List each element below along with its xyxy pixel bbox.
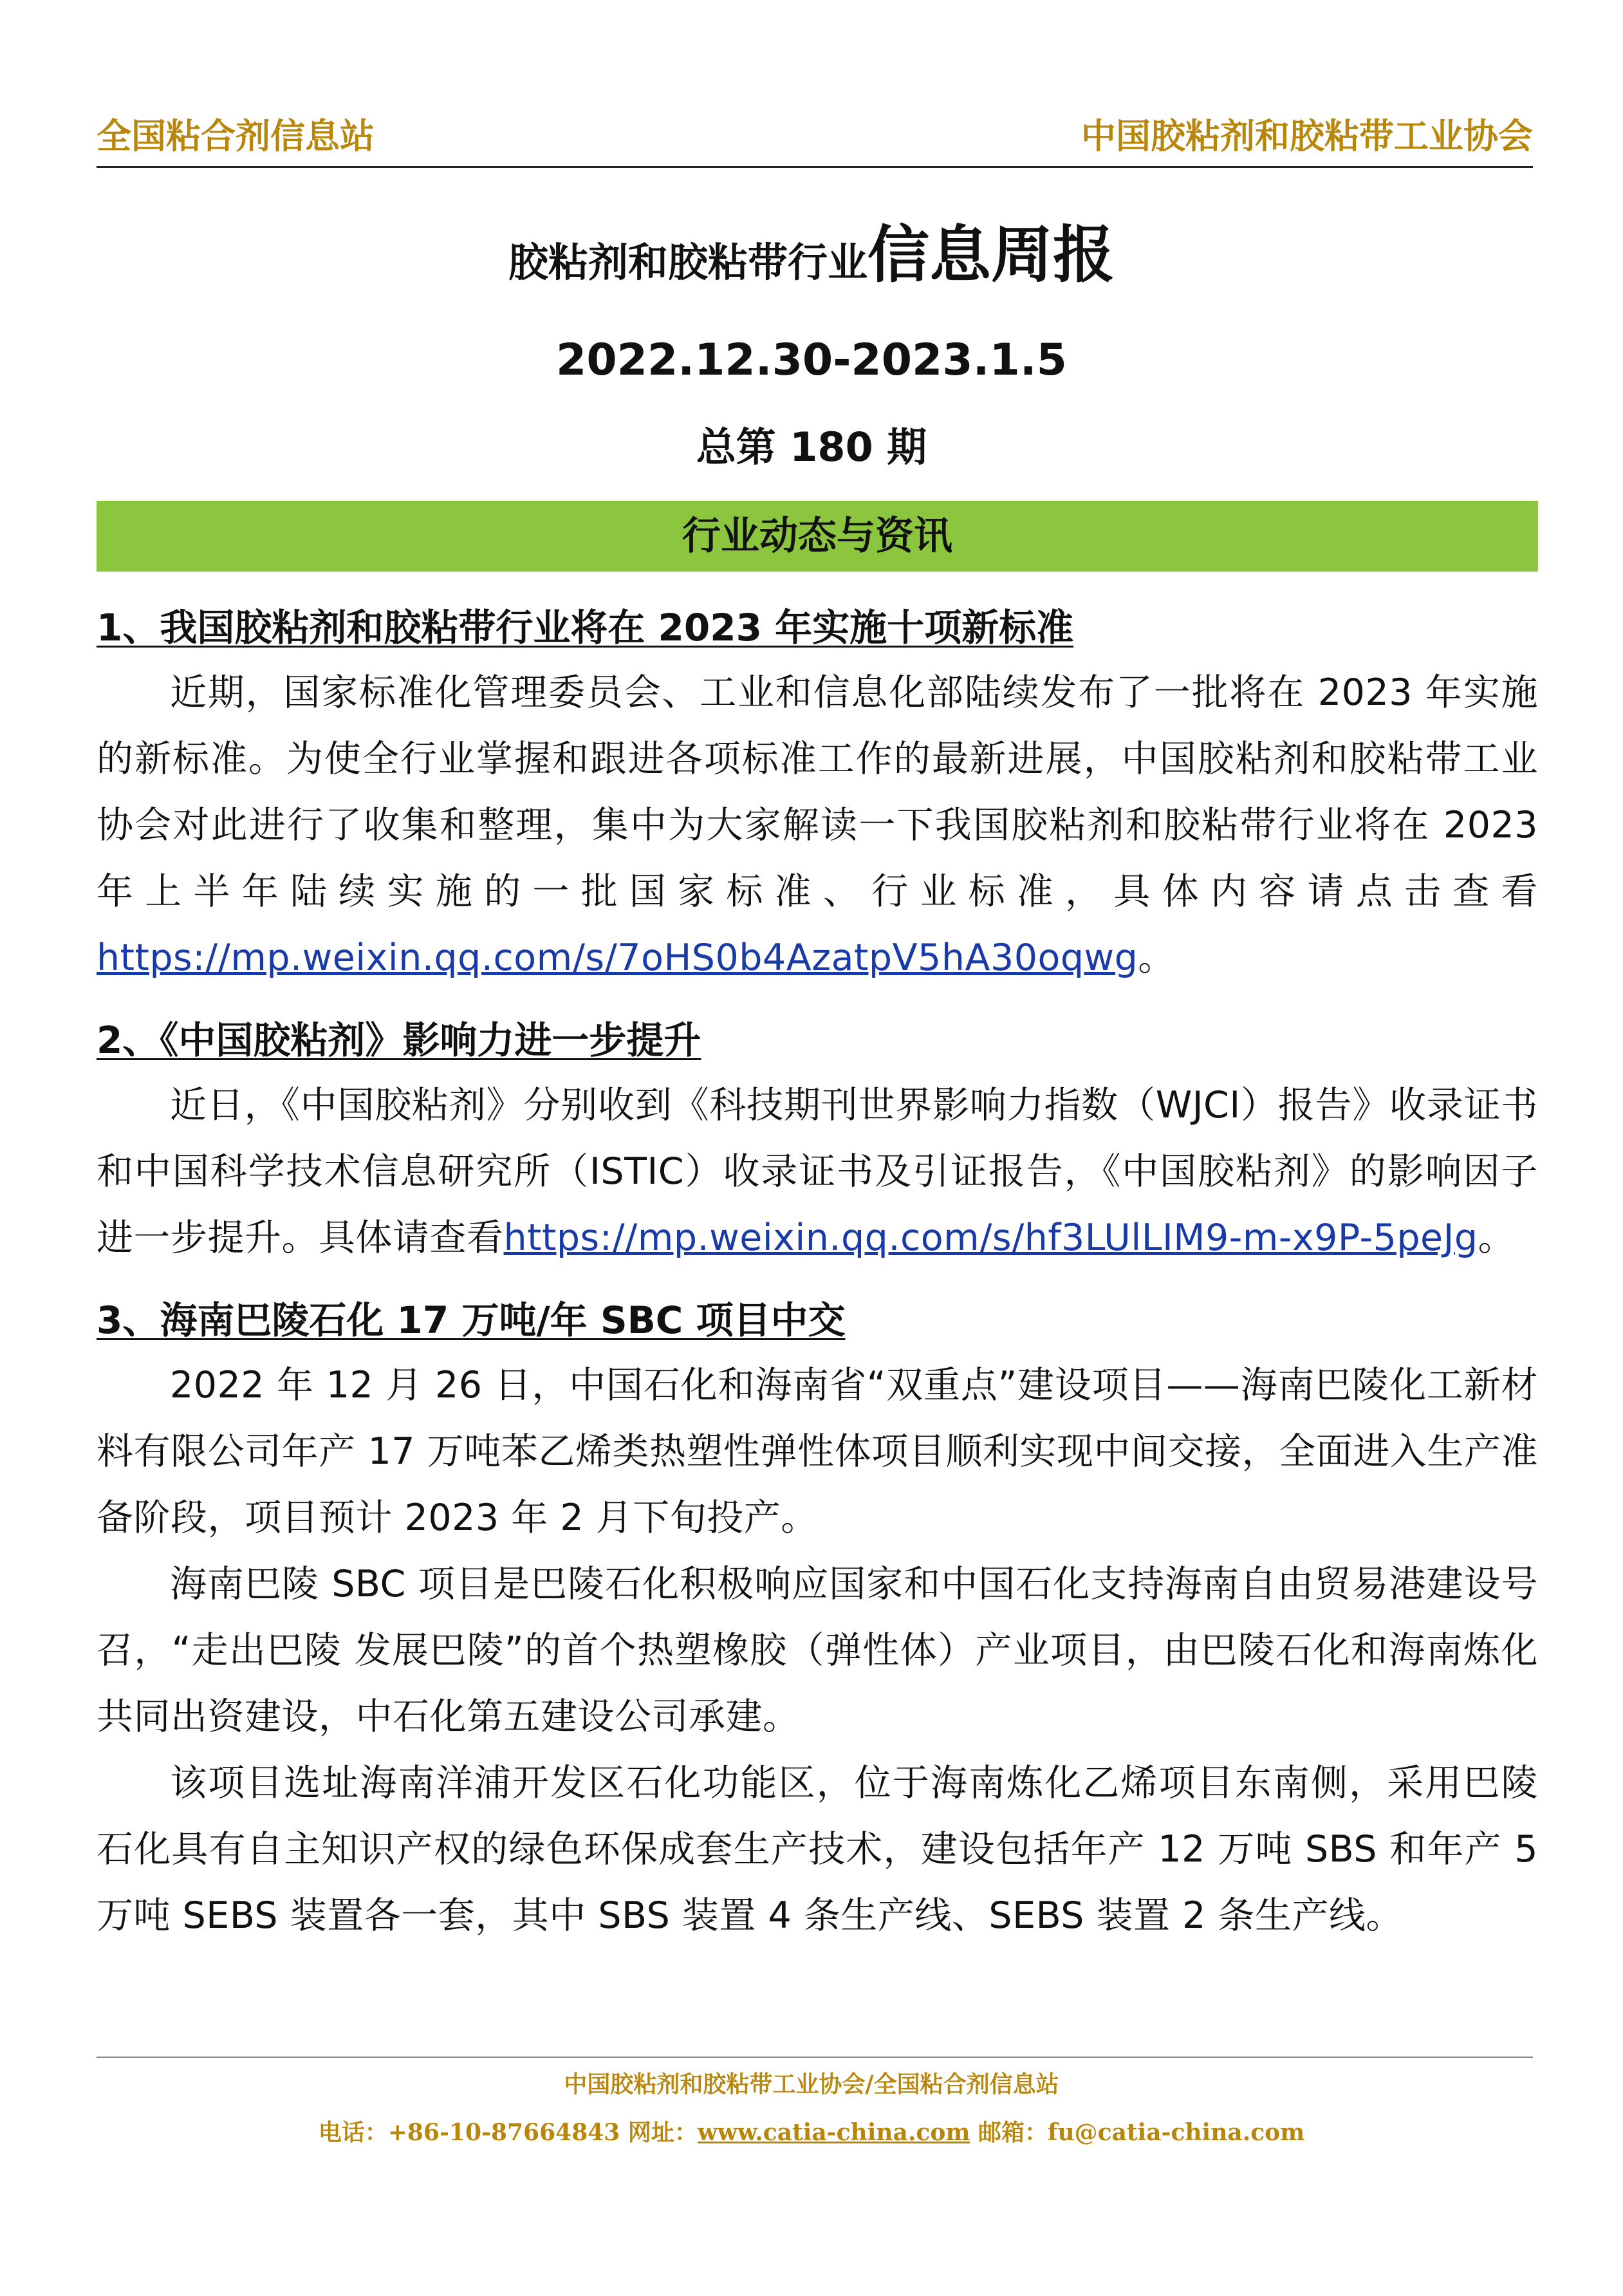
footer-organization: 中国胶粘剂和胶粘带工业协会/全国粘合剂信息站 [564,2071,1059,2098]
report-title-big: 信息周报 [867,219,1115,291]
report-date-range: 2022.12.30-2023.1.5 [556,335,1067,386]
article-list [97,595,1538,1949]
section-bar: 行业动态与资讯 [97,501,1538,572]
footer-web-label: 网址： [627,2119,698,2146]
footer-divider [97,2057,1533,2058]
article-link[interactable]: https://mp.weixin.qq.com/s/hf3LUlLIM9-m-x9P-5peJg [503,1217,1478,1259]
article-link[interactable]: https://mp.weixin.qq.com/s/7oHS0b4AzatpV5hA30oqwg [97,937,1138,979]
footer-website-link[interactable]: www.catia-china.com [697,2119,970,2146]
paragraph-tail: 。 [1478,1217,1516,1259]
header-left-text: 全国粘合剂信息站 [97,115,375,156]
article-paragraph: 海南巴陵 SBC 项目是巴陵石化积极响应国家和中国石化支持海南自由贸易港建设号召，“走出巴陵 发展巴陵”的首个热塑橡胶（弹性体）产业项目，由巴陵石化和海南炼化共同出资建设，中石化第五建设公司承建。 [97,1563,1538,1738]
paragraph-tail: 。 [1138,937,1175,979]
article-paragraph: 该项目选址海南洋浦开发区石化功能区，位于海南炼化乙烯项目东南侧，采用巴陵石化具有自主知识产权的绿色环保成套生产技术，建设包括年产 12 万吨 SBS 和年产 5 万吨 SEBS 装置各一套，其中 SBS 装置 4 条生产线、SEBS 装置 2 条生产线。 [97,1762,1538,1937]
report-issue-number: 总第 180 期 [696,424,927,471]
paragraph-text: 近期，国家标准化管理委员会、工业和信息化部陆续发布了一批将在 2023 年实施的新标准。为使全行业掌握和跟进各项标准工作的最新进展，中国胶粘剂和胶粘带工业协会对此进行了收集和整理，集中为大家解读一下我国胶粘剂和胶粘带行业将在 2023 年上半年陆续实施的一批国家标准、行业标准，具体内容请点击查看 [97,671,1538,913]
report-title-small: 胶粘剂和胶粘带行业 [508,239,867,286]
paragraph-text: 近日，《中国胶粘剂》分别收到《科技期刊世界影响力指数（WJCI）报告》收录证书和中国科学技术信息研究所（ISTIC）收录证书及引证报告，《中国胶粘剂》的影响因子进一步提升。具体请查看 [97,1084,1538,1259]
header-right-text: 中国胶粘剂和胶粘带工业协会 [1081,115,1533,156]
footer-phone: 电话：+86-10-87664843 [318,2119,620,2146]
article-heading: 1、我国胶粘剂和胶粘带行业将在 2023 年实施十项新标准 [97,606,1074,649]
article-paragraph [97,660,1538,991]
footer-contact [0,2114,1623,2147]
article-heading: 2、《中国胶粘剂》影响力进一步提升 [97,1018,701,1062]
page-header [97,115,1533,168]
report-title [0,206,1623,294]
article-heading: 3、海南巴陵石化 17 万吨/年 SBC 项目中交 [97,1298,846,1342]
article-paragraph [97,1072,1538,1271]
article-paragraph: 2022 年 12 月 26 日，中国石化和海南省“双重点”建设项目——海南巴陵化工新材料有限公司年产 17 万吨苯乙烯类热塑性弹性体项目顺利实现中间交接，全面进入生产准备阶段，项目预计 2023 年 2 月下旬投产。 [97,1364,1538,1539]
footer-email: 邮箱：fu@catia-china.com [978,2119,1305,2146]
